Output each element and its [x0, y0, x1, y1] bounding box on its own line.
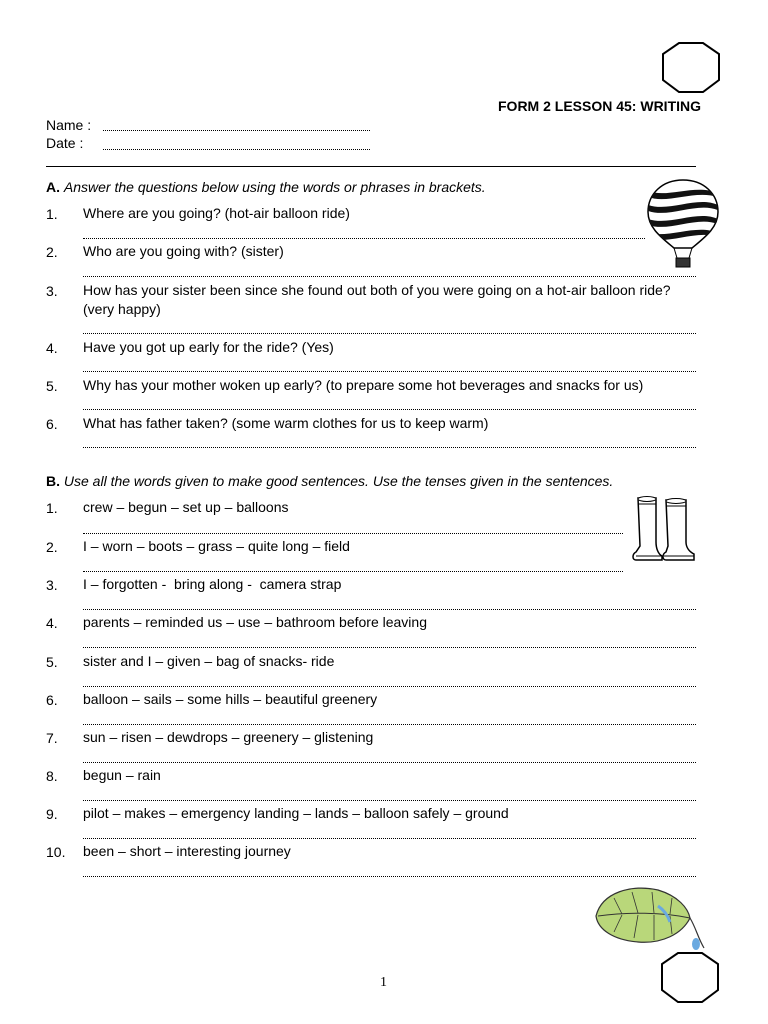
section-b-item-3-number: 3.	[46, 577, 58, 593]
section-b-item-2-answer-line[interactable]	[83, 571, 623, 572]
section-b-item-8-number: 8.	[46, 768, 58, 784]
section-a-item-2-question: Who are you going with? (sister)	[83, 243, 284, 259]
section-a-item-6-question: What has father taken? (some warm clothes for us to keep warm)	[83, 415, 489, 431]
section-b-item-5-answer-line[interactable]	[83, 686, 696, 687]
section-a-item-1-answer-line[interactable]	[83, 238, 645, 239]
section-b-item-6-words: balloon – sails – some hills – beautiful greenery	[83, 691, 378, 707]
section-a-instruction	[46, 179, 486, 195]
section-a-item-3-answer-line[interactable]	[83, 333, 696, 334]
section-b-instruction	[46, 473, 613, 489]
header-divider	[46, 166, 696, 167]
section-a-item-5-number: 5.	[46, 378, 58, 394]
section-a-instruction-text: Answer the questions below using the words or phrases in brackets.	[63, 179, 486, 195]
section-b-item-10-number: 10.	[46, 844, 66, 860]
section-b-item-4-answer-line[interactable]	[83, 647, 696, 648]
section-b-item-6-number: 6.	[46, 692, 58, 708]
section-a-letter: A.	[46, 179, 60, 195]
section-b-item-4-number: 4.	[46, 615, 58, 631]
section-a-item-4-number: 4.	[46, 340, 58, 356]
section-a-item-6-number: 6.	[46, 416, 58, 432]
section-b-item-7-words: sun – risen – dewdrops – greenery – glistening	[83, 729, 374, 745]
hot-air-balloon-icon	[646, 178, 720, 270]
leaf-icon	[592, 882, 714, 962]
section-b-item-2-number: 2.	[46, 539, 58, 555]
section-b-item-4-words: parents – reminded us – use – bathroom before leaving	[83, 614, 427, 630]
section-b-item-1-answer-line[interactable]	[83, 533, 623, 534]
section-b-item-3-answer-line[interactable]	[83, 609, 696, 610]
octagon-top-icon	[661, 42, 721, 94]
section-a-item-2-number: 2.	[46, 244, 58, 260]
section-b-item-10-answer-line[interactable]	[83, 876, 696, 877]
section-a-item-5-answer-line[interactable]	[83, 409, 696, 410]
section-b-item-1-words: crew – begun – set up – balloons	[83, 499, 289, 515]
section-a-item-1-number: 1.	[46, 206, 58, 222]
section-b-item-5-words: sister and I – given – bag of snacks- ride	[83, 653, 335, 669]
section-b-item-6-answer-line[interactable]	[83, 724, 696, 725]
section-b-item-10-words: been – short – interesting journey	[83, 843, 291, 859]
date-field[interactable]	[103, 149, 370, 150]
name-field[interactable]	[103, 130, 370, 131]
section-a-item-4-answer-line[interactable]	[83, 371, 696, 372]
section-b-item-5-number: 5.	[46, 654, 58, 670]
octagon-bottom-icon	[660, 952, 720, 1004]
section-a-item-3-question: How has your sister been since she found out both of you were going on a hot-air balloon ride? (very happy)	[83, 282, 671, 317]
section-b-item-9-answer-line[interactable]	[83, 838, 696, 839]
section-b-instruction-text: Use all the words given to make good sentences. Use the tenses given in the sentences.	[63, 473, 614, 489]
section-b-item-7-answer-line[interactable]	[83, 762, 696, 763]
page-title: FORM 2 LESSON 45: WRITING	[498, 98, 702, 114]
section-b-item-2-words: I – worn – boots – grass – quite long – field	[83, 538, 350, 554]
section-b-item-8-answer-line[interactable]	[83, 800, 696, 801]
section-a-item-2-answer-line[interactable]	[83, 276, 696, 277]
section-b-letter: B.	[46, 473, 60, 489]
section-b-item-3-words: I – forgotten - bring along - camera strap	[83, 576, 342, 592]
page-number: 1	[380, 975, 387, 990]
section-a-item-4-question: Have you got up early for the ride? (Yes)	[83, 339, 334, 355]
section-a-item-5-question: Why has your mother woken up early? (to prepare some hot beverages and snacks for us)	[83, 377, 644, 393]
section-b-item-8-words: begun – rain	[83, 767, 161, 783]
section-b-item-1-number: 1.	[46, 500, 58, 516]
section-b-item-7-number: 7.	[46, 730, 58, 746]
section-a-item-6-answer-line[interactable]	[83, 447, 696, 448]
name-label: Name :	[46, 117, 92, 133]
section-b-item-9-words: pilot – makes – emergency landing – lands – balloon safely – ground	[83, 805, 509, 821]
date-label: Date :	[46, 135, 84, 151]
section-a-item-3-number: 3.	[46, 283, 58, 299]
boots-icon	[628, 494, 702, 564]
section-b-item-9-number: 9.	[46, 806, 58, 822]
section-a-item-1-question: Where are you going? (hot-air balloon ride)	[83, 205, 350, 221]
